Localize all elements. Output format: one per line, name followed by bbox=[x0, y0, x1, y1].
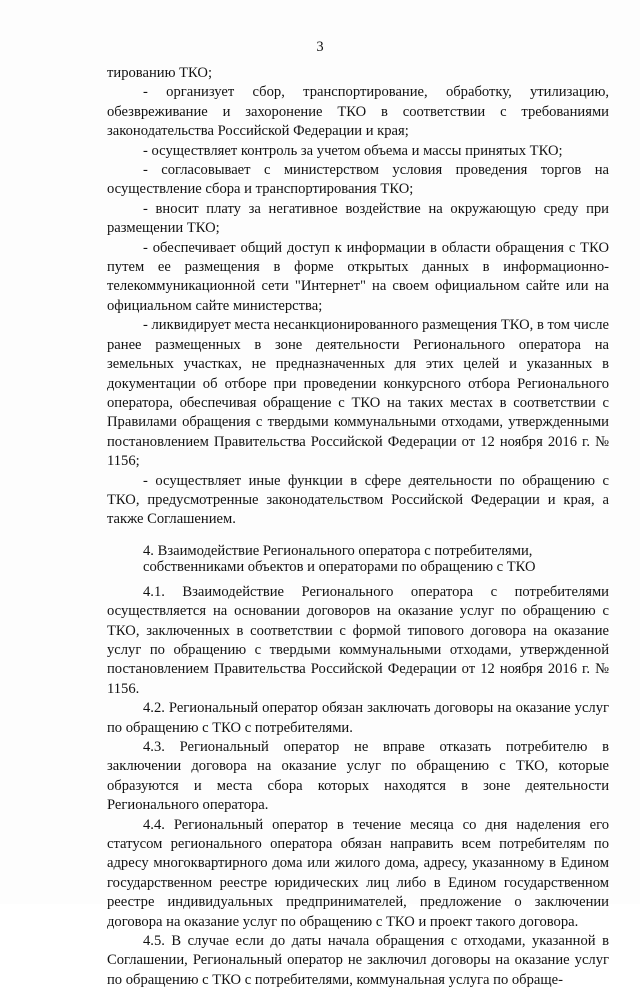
paragraph-volume-control: - осуществляет контроль за учетом объема и массы принятых ТКО; bbox=[143, 142, 563, 159]
document-body bbox=[107, 64, 609, 990]
paragraph-collection-duties: - организует сбор, транспортирование, обработку, утилизацию, обезвреживание и захоронение ТКО в соответствии с требованиями законодательства Российской Федерации и края; bbox=[107, 84, 609, 140]
section-heading-4: 4. Взаимодействие Регионального оператора с потребителями, собственниками объектов и операторами по обращению с ТКО bbox=[143, 542, 536, 576]
paragraph-4-1: 4.1. Взаимодействие Регионального оператора с потребителями осуществляется на основании договоров на оказание услуг по обращению с ТКО, заключенных в соответствии с формой типового договора на оказание услуг по обращению с твердыми коммунальными отходами, утвержденной постановлением Правительства Российской Федерации от 12 ноября 2016 г. № 1156. bbox=[107, 583, 609, 697]
paragraph-continuation: тированию ТКО; bbox=[107, 65, 213, 81]
paragraph-4-4: 4.4. Региональный оператор в течение месяца со дня наделения его статусом регионального оператора обязан направить всем потребителям по адресу многоквартирного дома или жилого дома, адресу, указанному в Едином государственном реестре юридических лиц либо в Едином государственном реестре индивидуальных предпринимателей, предложение о заключении договора на оказание услуг по обращению с ТКО и проект такого договора. bbox=[107, 816, 609, 930]
paragraph-other-functions: - осуществляет иные функции в сфере деятельности по обращению с ТКО, предусмотренные законодательством Российской Федерации и края, а также Соглашением. bbox=[107, 472, 609, 528]
paragraph-unauthorized-sites: - ликвидирует места несанкционированного размещения ТКО, в том числе ранее размещенных в зоне деятельности Регионального оператора на земельных участках, не предназначенных для этих целей и указанных в документации об отборе при проведении конкурсного отбора Регионального оператора, обеспечивая обращение с ТКО на таких местах в соответствии с Правилами обращения с твердыми коммунальными отходами, утвержденными постановлением Правительства Российской Федерации от 12 ноября 2016 г. № 1156; bbox=[107, 317, 609, 470]
paragraph-tender-approval: - согласовывает с министерством условия проведения торгов на осуществление сбора и транспортирования ТКО; bbox=[107, 162, 609, 198]
paragraph-4-5: 4.5. В случае если до даты начала обращения с отходами, указанной в Соглашении, Региональный оператор не заключил договоры на оказание услуг по обращению с ТКО с потребителями, коммунальная услуга по обраще- bbox=[107, 933, 609, 988]
page-number: 3 bbox=[316, 39, 324, 55]
paragraph-4-3: 4.3. Региональный оператор не вправе отказать потребителю в заключении договора на оказание услуг по обращению с ТКО, которые образуются и места сбора которых находятся в зоне деятельности Регионального оператора. bbox=[107, 739, 609, 814]
paragraph-environmental-fee: - вносит плату за негативное воздействие на окружающую среду при размещении ТКО; bbox=[107, 200, 609, 237]
paragraph-public-access: - обеспечивает общий доступ к информации в области обращения с ТКО путем ее размещения в форме открытых данных в информационно-телекоммуникационной сети "Интернет" на своем официальном сайте или на официальном сайте министерства; bbox=[107, 239, 609, 314]
paragraph-4-2: 4.2. Региональный оператор обязан заключать договоры на оказание услуг по обращению с ТКО с потребителями. bbox=[107, 700, 609, 736]
